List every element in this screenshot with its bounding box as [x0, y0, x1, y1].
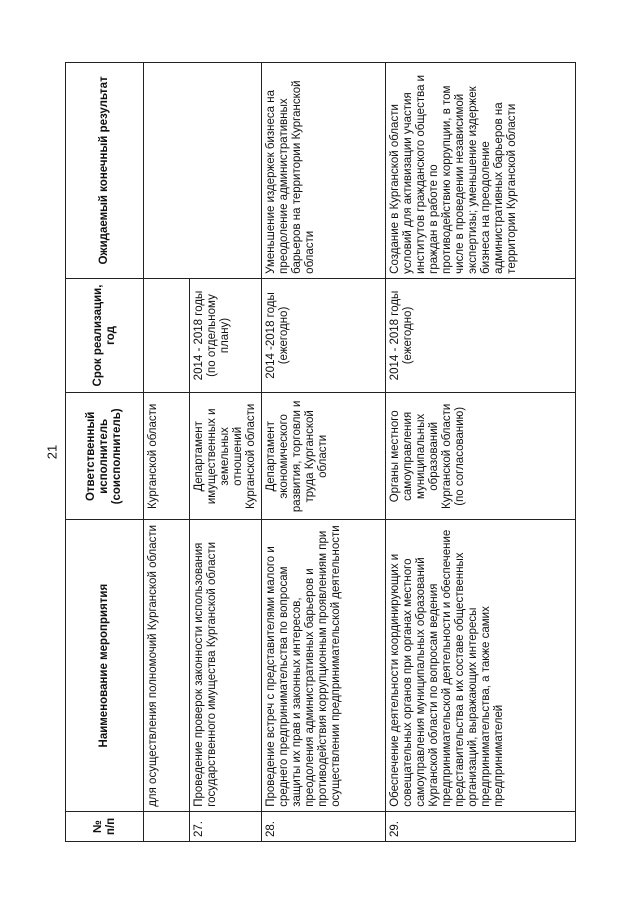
- cell-responsible: Департамент экономического развития, торговли и труда Курганской области: [262, 393, 386, 520]
- cell-num: 27.: [190, 811, 262, 841]
- cell-num: 28.: [262, 811, 386, 841]
- cell-term: 2014 -2018 годы (ежегодно): [262, 278, 386, 392]
- cell-result: Создание в Курганской области условий для активизации участия институтов гражданского общества и граждан в работе по противодействию коррупции, в том числе в проведении независимой экспертизы; уменьшение издержек бизнеса на преодоление административных барьеров на территории Курганской области: [386, 63, 576, 279]
- rotated-page: [65, 62, 575, 842]
- header-num: № п/п: [66, 811, 144, 841]
- page-number: 21: [44, 444, 60, 460]
- cell-name: Проведение проверок законности использования государственного имущества Курганской области: [190, 520, 262, 811]
- table-row: [262, 63, 386, 842]
- cell-responsible: Департамент имущественных и земельных отношений Курганской области: [190, 393, 262, 520]
- cell-term: 2014 - 2018 годы (по отдельному плану): [190, 278, 262, 392]
- header-name: Наименование мероприятия: [66, 520, 144, 811]
- cell-term: [144, 278, 190, 392]
- cell-term: 2014 - 2018 годы (ежегодно): [386, 278, 576, 392]
- table-row: [386, 63, 576, 842]
- cell-result: [144, 63, 262, 279]
- cell-responsible: Органы местного самоуправления муниципальных образований Курганской области (по согласованию): [386, 393, 576, 520]
- table-row: [144, 63, 190, 842]
- measures-table: [65, 62, 576, 842]
- cell-responsible: Курганской области: [144, 393, 190, 520]
- cell-name: для осуществления полномочий Курганской области: [144, 520, 190, 811]
- header-result: Ожидаемый конечный результат: [66, 63, 144, 279]
- cell-num: [144, 811, 190, 841]
- table-header-row: [66, 63, 144, 842]
- cell-name: Обеспечение деятельности координирующих и совещательных органов при органах местного самоуправления муниципальных образований Курганской области по вопросам ведения предпринимательской деятельности и обеспечение представительства в их составе общественных организаций, выражающих интересы предпринимательства, а также самих предпринимателей: [386, 520, 576, 811]
- header-term: Срок реализации, год: [66, 278, 144, 392]
- cell-result: Уменьшение издержек бизнеса на преодоление административных барьеров на территории Курганской области: [262, 63, 386, 279]
- cell-name: Проведение встреч с представителями малого и среднего предпринимательства по вопросам защиты их прав и законных интересов, преодоления административных барьеров и противодействия коррупционным проявлениям при осуществлении предпринимательской деятельности: [262, 520, 386, 811]
- header-responsible: Ответственный исполнитель (соисполнитель): [66, 393, 144, 520]
- cell-num: 29.: [386, 811, 576, 841]
